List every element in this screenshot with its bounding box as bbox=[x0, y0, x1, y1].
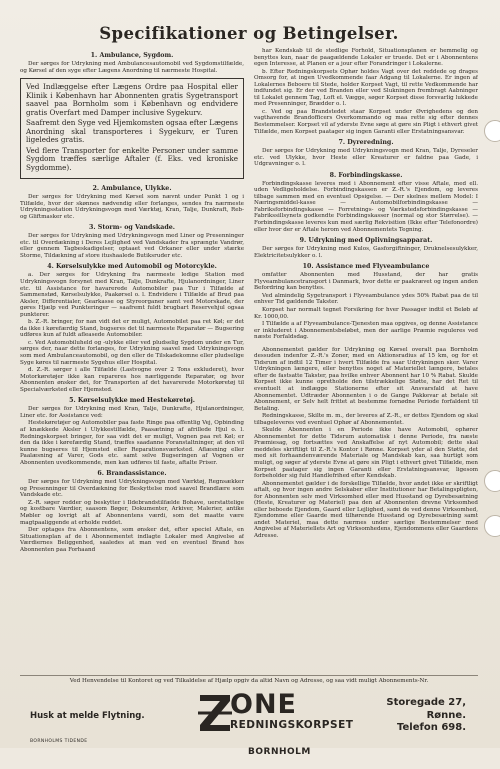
section-paragraph: Der sørges for Udrykning med Kran, Talje, Dunkrafte, Hjulanordninger, Liner etc. for Assistance ved: bbox=[20, 406, 244, 419]
section-paragraph: Der sørges for Udrykning med Udrykningsvogn med Liner og Presenninger etc. til Overdækning i Deres Lejlighed ved Vandskader fra sprængte Vandrør, eller gennem Tagbeskadigelser, optaaet ved Orkaner eller under stærke Storme, Tildækning af store itushaalede Butiksruder etc. bbox=[20, 233, 244, 259]
paragraph: har Kendskab til de stedlige Forhold, Situationsplanen er hemmelig og benyttes kun, naar de paagældende Lokaler er truede. Det er i Abonnentens egen Interesse, at Planen er a jour efter Forandringer i Lokalerne. bbox=[254, 48, 478, 68]
address-block bbox=[386, 697, 466, 735]
section-title: 6. Brandassistance. bbox=[97, 470, 167, 478]
paragraph: c. Ved og paa Brandstedet staar Korpset under Øvrighedens og den vagthavende Brandofficers Overkommando og maa rette sig efter dennes Bestemmelser. Korpset vil af yderste Evne søge at gøre sin Pligt i ethvert givet Tilfælde, men Korpset paatager sig ingen Garanti eller Erstatningsansvar. bbox=[254, 108, 478, 135]
section-paragraph: Der sørges for Udrykning med Kulos, Gasforgiftninger, Druknelsesulykker, Elektricitetsulykker o. l. bbox=[254, 246, 478, 259]
right-intro bbox=[254, 48, 478, 135]
city-name: BORNHOLM bbox=[248, 747, 311, 757]
section-paragraph: Der optages fra Abonnentens, som ønsker det, efter speciel Aftale, en Situationsplan af de i Abonnementet indlagte Lokaler med Angivelse af Værdiernes Beliggenhed, saaledes at man ved en eventuel Brand hos Abonnenten paa Forhaand bbox=[20, 527, 244, 553]
section-paragraph: Abonnementet gælder i de forskellige Tilfælde, hvor andet ikke er skriftligt aftalt, og hvor ingen andre Selskaber eller Institutioner har Betalingspligten, for Abonnenten selv med Virksomhed eller med Husstand og Dyrebesætning (Heste, Kreaturer og Materiel) paa den af Abonnenten drevne Virksomhed eller beboede Ejendom, Gaard eller Lejlighed, samt de ved denne Virksomhed, Ejendomme eller Gaarde med tilhørende Husstand og Dyrebesætning samt andet Materiel, maa dette nærmes under særlige Bestemmelser med Angivelse af Materiellets Art og Virksomhedens, Ejendommens eller Gaardens Adresse. bbox=[254, 480, 478, 539]
section-paragraph: Skulde Abonnenten i en Periode ikke have Automobil, ophører Abonnementet for dette Tidsrum automatisk i denne Periode, fra næste Præmiesag, og fortsættes ved Anskaffelse af nyt Automobil; dette skal meddeles skriftligt til Z.-R.'s Kontor i Rønne. Korpset yder al den Støtte, det med sit forhaandenværende Materiale og Mandskab kan, saa hurtigt som muligt, og søger af yderste Evne at gøre sin Pligt i ethvert givet Tilfælde, men Korpset paatager sig ingen Garanti eller Erstatningsansvar, ligesom forbeholder sig fuld Handlefrihed efter Kendskab. bbox=[254, 427, 478, 480]
section-title: 2. Ambulance, Ulykke. bbox=[92, 185, 172, 193]
phone-number: Telefon 698. bbox=[397, 722, 466, 733]
section-title: 3. Storm- og Vandskade. bbox=[89, 224, 175, 232]
punch-hole bbox=[484, 515, 500, 537]
paragraph: Ved flere Transporter for enkelte Personer under samme Sygdom træffes særlige Aftaler (f. Eks. ved kroniske Sygdomme). bbox=[26, 145, 238, 172]
paragraph: b. Efter Redningskorpsets Ophør holdes Vagt over det reddede og drages Omsorg for, at ingen Uvedkommende faar Adgang til Lokalerne. Er ingen af Lokalernes Beboere til Stede, holder Korpset Vagt, til rette Vedkommende har indfundet sig. Er der ved Branden eller ved Slukningen frembragt Aabninger til Lokalet gennem Tag, Loft el. Vægge, søger Korpset disse forsvarlig lukkede med Presenninger, Brædder o. l. bbox=[254, 68, 478, 108]
section-paragraph: Der sørges for Udrykning med Udrykningsvogn med Kran, Talje, Dyreseler etc. ved Ulykke, hvor Heste eller Kreaturer er faldne paa Gade, i Udgravninger o. l. bbox=[254, 148, 478, 168]
printer-credit: BORNHOLMS TIDENDE bbox=[30, 739, 88, 744]
left-column bbox=[20, 48, 244, 673]
paragraph: Saafremt den Syge ved Hjemkomsten ogsaa efter Lægens Anordning skal transporteres i Sygekurv, er Turen ligeledes gratis. bbox=[26, 118, 238, 145]
logo-name: ONE bbox=[230, 689, 297, 720]
section-paragraph: Hestekøretøjer og Automobiler paa faste Ringe paa offentlig Vej, Opbinding af knækkede Aksler i Ulykkestilfælde, Paasætning af afrillede Hjul o. l. Redningskorpset bringer, for saa vidt det er muligt, Vognen paa ret Køl; er den da ikke i kørefærdig Stand, træffes saadanne Foranstaltninger, at den vil kunne bugseres til Hjemsted eller Reparationsværksted. Aflæsning eller Paalæsning af Varer, Gods etc. samt selve Bugseringen af Vognen er Abonnenten uvedkommende, men kan udføres til faste, aftalte Priser. bbox=[20, 420, 244, 466]
section-title: 5. Kørselsulykke med Hestekøretøj. bbox=[69, 397, 195, 405]
section-paragraph: Korpset har normalt tegnet Forsikring for hver Passager indtil et Beløb af Kr. 1000,00. bbox=[254, 306, 478, 320]
section-paragraph: Der sørges for Udrykning med Ambulancesautomobil ved Sygdomstilfælde, og Kørsel af den syge efter Lægens Anordning til nærmeste Hospital. bbox=[20, 61, 244, 74]
paragraph: Ved Indlæggelse efter Lægens Ordre paa Hospital eller Klinik i København har Abonnenten gratis Sygetransport saavel paa Bornholm som i København og endvidere gratis Overfart med Damper inclusive Sygekurv. bbox=[26, 82, 238, 117]
section-paragraph: omfatter Abonnenten med Husstand, der har gratis Flyveambulancetransport i Danmark, hvor dette er paakrævet og ingen anden Befordring kan benyttes. bbox=[254, 272, 478, 292]
punch-hole bbox=[484, 120, 500, 142]
address-town: Rønne. bbox=[426, 709, 466, 721]
bottom-banner bbox=[20, 689, 478, 769]
right-column bbox=[254, 48, 478, 673]
section-paragraph: Der sørges for Udrykning med Udrykningsvogn med Værktøj, Regnsækker og Presenninger til Overdækning for Beskyttelse mod saavel Brandlære som Vandskade etc. bbox=[20, 479, 244, 499]
section-paragraph: I Tilfælde a af Flyveambulance-Tjenesten maa opgives, og denne Assistance er inkluderet i Abonnementsbeløbet, men der aarlige Præmie reguleres ved næste Forfaldsdag. bbox=[254, 321, 478, 341]
section-paragraph: c. Ved Automobiluheld og -ulykke eller ved pludselig Sygdom under en Tur, sørges der, naar dette forlanges, for Udrykning saavel med Udrykningsvogn som med Ambulanceautomobil, og den eller de Tilskadekomne eller pludselige Syge køres til nærmeste Sygehus eller Hospital. bbox=[20, 339, 244, 366]
section-title: 1. Ambulance, Sygdom. bbox=[90, 52, 174, 59]
section-title: 4. Kørselsulykke med Automobil og Motorcykle. bbox=[47, 263, 217, 271]
left-sections bbox=[20, 52, 244, 74]
moving-reminder: Husk at melde Flytning. bbox=[30, 711, 145, 721]
columns bbox=[20, 48, 478, 673]
section-paragraph bbox=[254, 342, 478, 346]
address-street: Storegade 27, bbox=[386, 697, 466, 708]
footer-note: Ved Henvendelse til Kontoret og ved Tilkaldelse af Hjælp opgiv da altid Navn og Adresse, og saa vidt muligt Abonnements-Nr. bbox=[20, 675, 478, 685]
section-title: 7. Dyreredning. bbox=[338, 139, 394, 147]
section-paragraph: Der sørges for Udrykning med Kørsel som nævnt under Punkt 1 og i Tilfælde, hvor der skønnes nødvendig eller forlanges, sendes fra nærmeste Udrykningsstation Udrykningsvogn med Værktøj, Kran, Talje, Dunkraft, Reb- og Gliftmasker etc. bbox=[20, 194, 244, 220]
section-paragraph: Abonnementet gælder for Udrykning og Kørsel overalt paa Bornholm dessuden indenfor Z.-R.'s Zoner, med en Aktionsradius af 15 km, og for et Tidsrum af indtil 12 Timer i hvert Tilfælde fra saar Udrykningen sker. Varer Udrykningen længere, eller benyttes noget af Materiellet længere, betales efter de fastsatte Takster, paa hvilke enhver Abonnent har 10 % Rabat. Skulde Korpset ikke kunne opretholde den tilstrækkelige Støtte, har det Ret til eventuelt at indlægge Stationerne efter sit Ansvarsfald at have Abonnementet. Udtræder Abonnenten i o de Gange Pakkevar at betale sit Abonnement, er Selv helt frittet at bestemme fornødne Periode forfaldent til Betaling. bbox=[254, 346, 478, 412]
z-logo-icon bbox=[196, 691, 234, 735]
right-sections bbox=[254, 139, 478, 539]
zone-logo bbox=[190, 689, 360, 747]
section-title: 8. Forbindingskasse. bbox=[329, 171, 403, 179]
section-title: 9. Udrykning med Oplivningsapparat. bbox=[299, 237, 433, 245]
page-title: Specifikationer og Betingelser. bbox=[99, 24, 399, 43]
section-paragraph: Redningskasse, Skilte m. m., der leveres af Z.-R., er dettes Ejendom og skal tilbageleveres ved eventuel Ophør af Abonnementet. bbox=[254, 413, 478, 426]
boxed-notice bbox=[20, 78, 244, 179]
section-paragraph: Ved almindelig Sygetransport i Flyveambulance ydes 50% Rabat paa de til enhver Tid gældende Takster. bbox=[254, 292, 478, 306]
left-sections-after bbox=[20, 185, 244, 553]
section-paragraph: b. Z.-R. bringer, for nan vidt det er muligt, Automobilet paa ret Køl; er det da ikke i kørefærdig Stand, bugseres det til nærmeste Reparatør — Bugsering udføres kun af fuldt afleasede Automobiler. bbox=[20, 319, 244, 339]
section-title: 10. Assistance med Flyveambulance bbox=[302, 263, 430, 271]
section-paragraph: Z.-R. søger redder og beskytter i Ildebrandstilfælde Bohave, uerstattelige og kostbare Værdier, saasom Bøger, Dokumenter, Arkiver, Malerier, antike Møbler og lovrigt alt af Abonnentens værdi, som det maatte være magtpaaliggende at erholde reddet. bbox=[20, 499, 244, 526]
section-paragraph: a. Der sørges for Udrykning fra nærmeste ledige Station med Udrykningsvogn forsynet med Kran, Talje, Dunkrafte, Hjulanordninger, Liner etc. til Assistance for havarerede Automobiler paa Tur i Tilfælde af Sammenstød, Kørselsulykke, Paakørsel o. l. Endvidere i Tilfælde af Brud paa Aksler, Differentialer, Gearkasse og Styreorganer samt ved Motorskade, der gøres Hjælp ved Punkteringer — saafremt fuldt brugbart Reservehjul ogsaa punkterer. bbox=[20, 272, 244, 318]
logo-subtitle: REDNINGSKORPSET bbox=[230, 719, 354, 731]
section-paragraph: d. Z.-R. sørger i alle Tilfælde (Lastvogne over 2 Tons exkluderet), hvor Motorkøretøjer ikke kan repareres hos nærliggende Reparatør, og hvor Abonnenten ønsker det, for Transporten af det havarerede Motorkøretøj til Specialværksted eller Hjemsted. bbox=[20, 367, 244, 393]
section-paragraph: Forbindingskasse leveres med i Abonnement efter visse Aftale, med ell. uden Vedligeholdelse. Forbindingskassen er Z.-R.'s Ejendom, og leveres tilbage sammen med en eventuel Opsigelse. — Der skelnes mellem Model: I Næringsmiddel-kasse — Automobilforbindingskasse — Fabriksforbindingskasse — Forretnings- og Værkstedsforbindingskasse — Fabrikssillsynets godkendte Forbindingskasser (normal og stor Størrelse). — Forbindingskasse leveres kun med særlig Rekvisition (Ikke efter Telefonordre) eller hvor der er Aftale herom ved Abonnementets Tegning. bbox=[254, 180, 478, 233]
punch-hole bbox=[484, 470, 500, 492]
